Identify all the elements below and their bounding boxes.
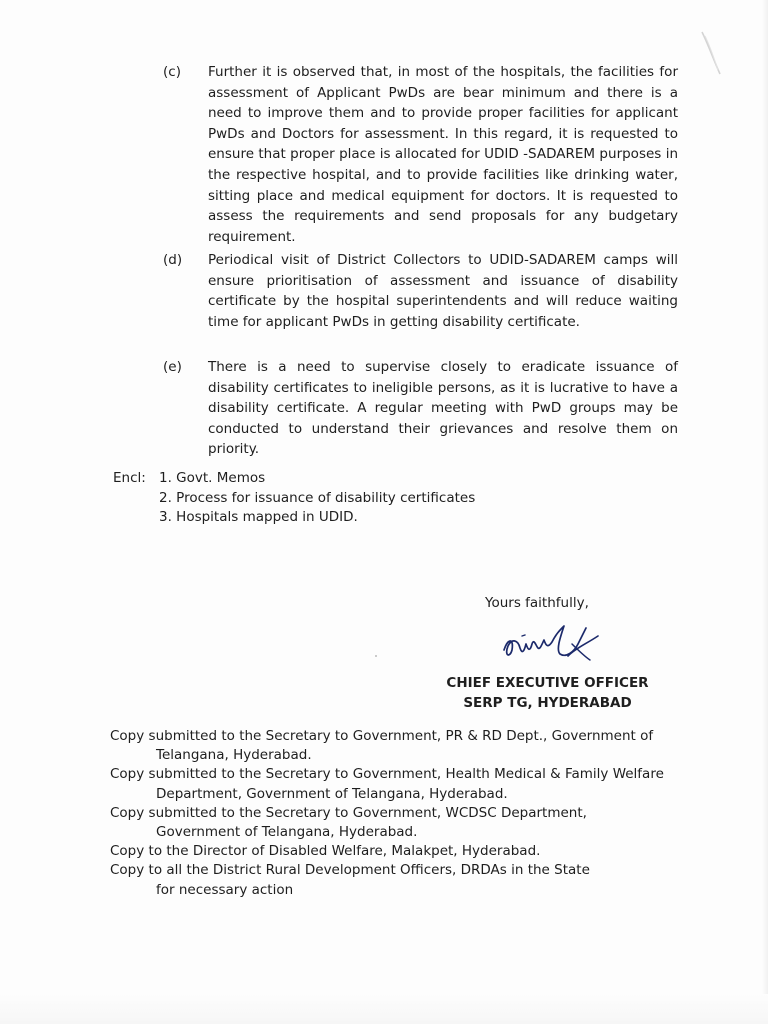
paragraph-label: (d) bbox=[163, 252, 183, 268]
copy-line: Copy submitted to the Secretary to Government, Health Medical & Family Welfare bbox=[110, 766, 664, 783]
copy-entry bbox=[110, 842, 670, 861]
copy-entry bbox=[110, 804, 670, 842]
signatory-block bbox=[420, 673, 675, 713]
enclosure-item: 2. Process for issuance of disability certificates bbox=[159, 489, 476, 506]
copy-entry bbox=[110, 727, 670, 765]
signatory-office: SERP TG, HYDERABAD bbox=[463, 695, 632, 711]
copy-line-continued: Telangana, Hyderabad. bbox=[156, 747, 312, 764]
paragraph-text: Further it is observed that, in most of the hospitals, the facilities for assessment of Applicant PwDs are bear minimum and there is a need to improve them and to provide proper facilities for applicant PwDs and Doctors for assessment. In this regard, it is requested to ensure that proper place is allocated for UDID -SADAREM purposes in the respective hospital, and to provide facilities like drinking water, sitting place and medical equipment for doctors. It is requested to assess the requirements and send proposals for any budgetary requirement. bbox=[208, 64, 678, 245]
copy-line-continued: Department, Government of Telangana, Hyderabad. bbox=[156, 785, 508, 802]
paragraph-label: (e) bbox=[163, 359, 182, 375]
copy-to-list bbox=[110, 727, 670, 900]
paragraph-e bbox=[163, 357, 683, 458]
paragraph-d bbox=[163, 250, 683, 340]
paragraph-label: (c) bbox=[163, 64, 181, 80]
paragraph-c bbox=[163, 62, 683, 245]
copy-entry bbox=[110, 765, 670, 803]
copy-line: Copy submitted to the Secretary to Government, PR & RD Dept., Government of bbox=[110, 728, 654, 744]
closing-salutation: Yours faithfully, bbox=[485, 595, 589, 611]
signatory-title: CHIEF EXECUTIVE OFFICER bbox=[446, 675, 649, 691]
page-bottom-shade bbox=[0, 994, 768, 1024]
copy-line-continued: Government of Telangana, Hyderabad. bbox=[156, 824, 418, 841]
scan-speck bbox=[375, 655, 377, 657]
enclosures-label: Encl: bbox=[113, 470, 146, 486]
page-edge-shadow bbox=[762, 0, 768, 1024]
scan-corner-mark bbox=[700, 30, 722, 78]
copy-line: Copy to the Director of Disabled Welfare, Malakpet, Hyderabad. bbox=[110, 843, 541, 860]
enclosure-item: 3. Hospitals mapped in UDID. bbox=[159, 509, 358, 525]
paragraph-text: There is a need to supervise closely to eradicate issuance of disability certificates to ineligible persons, as it is lucrative to have a disability certificate. A regular meeting with PwD groups may be conducted to understand their grievances and resolve them on priority. bbox=[208, 359, 678, 458]
copy-line: Copy submitted to the Secretary to Government, WCDSC Department, bbox=[110, 804, 587, 821]
copy-line: Copy to all the District Rural Development Officers, DRDAs in the State bbox=[110, 862, 590, 879]
enclosure-item: 1. Govt. Memos bbox=[159, 470, 266, 486]
copy-entry bbox=[110, 861, 670, 899]
enclosures-list bbox=[159, 469, 519, 528]
paragraph-text: Periodical visit of District Collectors to UDID-SADAREM camps will ensure prioritisation of assessment and issuance of disability certificate by the hospital superintendents and will reduce waiting time for applicant PwDs in getting disability certificate. bbox=[208, 252, 678, 330]
handwritten-signature bbox=[498, 616, 606, 668]
copy-line-continued: for necessary action bbox=[156, 881, 294, 898]
